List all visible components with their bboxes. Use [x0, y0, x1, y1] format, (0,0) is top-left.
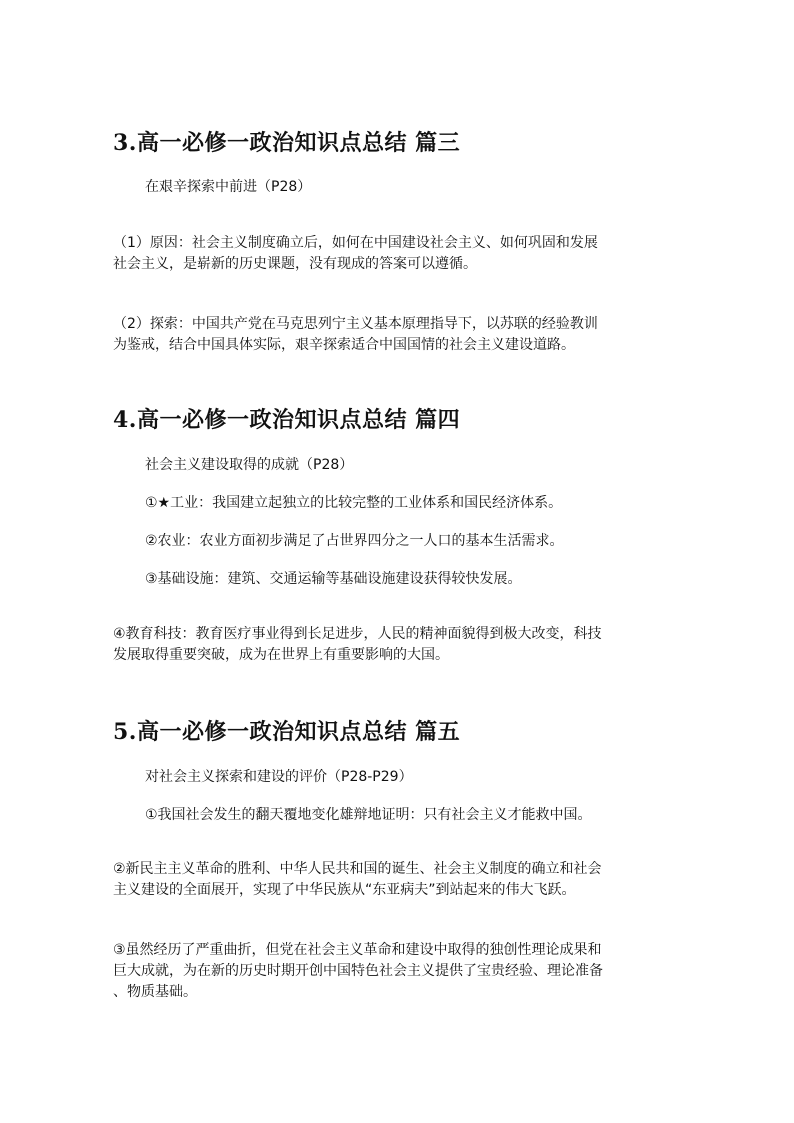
list-item-proof: ①我国社会发生的翻天覆地变化雄辩地证明：只有社会主义才能救中国。 [145, 807, 592, 823]
list-item-infrastructure: ③基础设施：建筑、交通运输等基础设施建设获得较快发展。 [145, 571, 522, 587]
section-subtitle-3: 在艰辛探索中前进（P28） [145, 179, 312, 195]
list-item-agriculture: ②农业：农业方面初步满足了占世界四分之一人口的基本生活需求。 [145, 533, 564, 549]
section-heading-5: 5.高一必修一政治知识点总结 篇五 [113, 719, 461, 745]
paragraph-reason [113, 233, 683, 275]
paragraph-line: ③虽然经历了严重曲折，但党在社会主义革命和建设中取得的独创性理论成果和 [113, 942, 602, 958]
paragraph-line: ②新民主主义革命的胜利、中华人民共和国的诞生、社会主义制度的确立和社会 [113, 861, 602, 877]
paragraph-line: 、物质基础。 [113, 984, 197, 1000]
paragraph-line: 社会主义，是崭新的历史课题，没有现成的答案可以遵循。 [113, 256, 477, 272]
paragraph-line: 为鉴戒，结合中国具体实际，艰辛探索适合中国国情的社会主义建设道路。 [113, 337, 575, 353]
section-heading-4: 4.高一必修一政治知识点总结 篇四 [113, 407, 461, 433]
paragraph-line: 发展取得重要突破，成为在世界上有重要影响的大国。 [113, 647, 449, 663]
section-subtitle-4: 社会主义建设取得的成就（P28） [145, 457, 354, 473]
paragraph-line: （1）原因：社会主义制度确立后，如何在中国建设社会主义、如何巩固和发展 [113, 235, 598, 251]
section-heading-3: 3.高一必修一政治知识点总结 篇三 [113, 130, 461, 156]
paragraph-line: （2）探索：中国共产党在马克思列宁主义基本原理指导下，以苏联的经验教训 [113, 316, 598, 332]
paragraph-line: ④教育科技：教育医疗事业得到长足进步，人民的精神面貌得到极大改变，科技 [113, 626, 602, 642]
list-item-industry: ①★工业：我国建立起独立的比较完整的工业体系和国民经济体系。 [145, 495, 563, 511]
section-subtitle-5: 对社会主义探索和建设的评价（P28-P29） [145, 769, 413, 785]
paragraph-achievements [113, 940, 683, 1003]
paragraph-line: 巨大成就，为在新的历史时期开创中国特色社会主义提供了宝贵经验、理论准备 [113, 963, 603, 979]
paragraph-education [113, 624, 683, 666]
paragraph-line: 主义建设的全面展开，实现了中华民族从“东亚病夫”到站起来的伟大飞跃。 [113, 882, 576, 898]
paragraph-leap [113, 859, 683, 901]
paragraph-exploration [113, 314, 683, 356]
